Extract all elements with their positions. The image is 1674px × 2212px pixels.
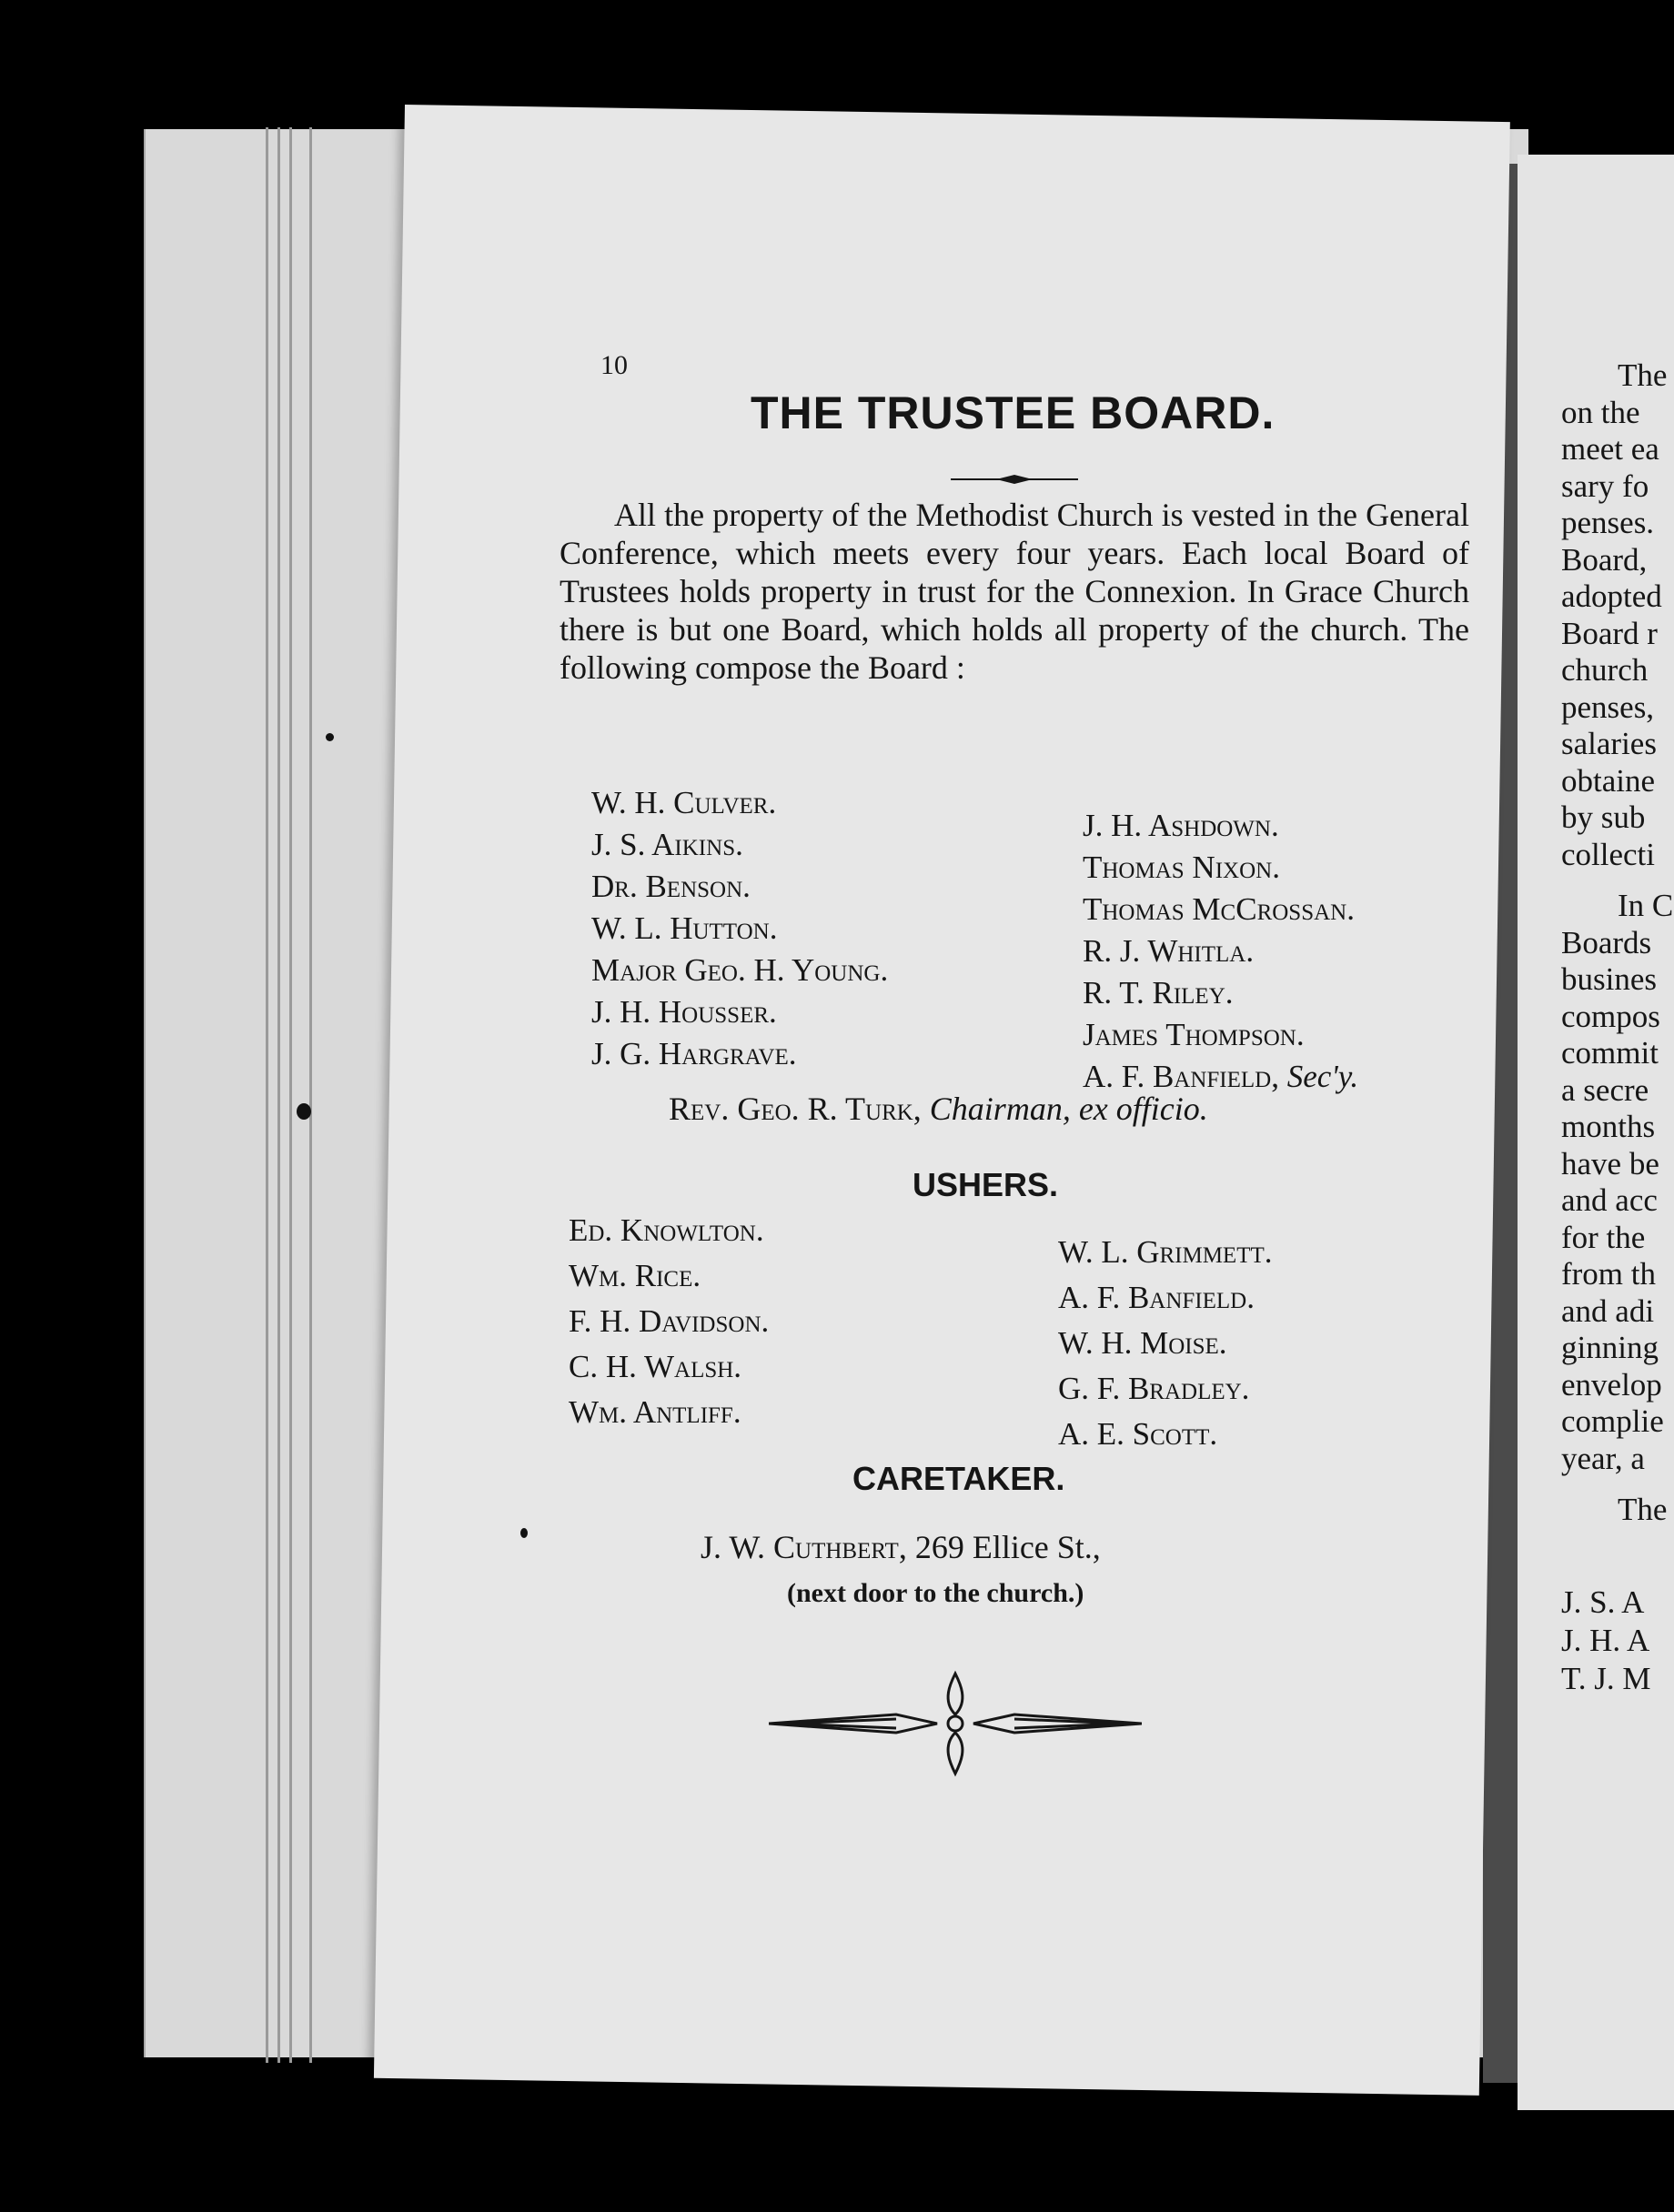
facing-page-line: for the — [1561, 1219, 1646, 1255]
page-number: 10 — [600, 350, 628, 380]
facing-page-line: collecti — [1561, 836, 1656, 872]
facing-page-line: a secre — [1561, 1071, 1649, 1108]
chairman-role: Chairman, ex officio. — [929, 1091, 1208, 1127]
intro-paragraph: All the property of the Methodist Church is vested in the General Conference, which meets every four years. Each local Board of Trustees holds property in trust for the Connexion. In Grace Church there is but one Board, which holds all property of the church. The following compose the Board : — [560, 497, 1469, 686]
chairman-name: Rev. Geo. R. Turk, — [669, 1091, 922, 1127]
usher-name: F. H. Davidson. — [569, 1303, 770, 1339]
facing-page-line: J. H. A — [1561, 1623, 1650, 1658]
trustee-name: Major Geo. H. Young. — [591, 952, 889, 988]
facing-page-line: compos — [1561, 998, 1660, 1034]
caretaker-address: 269 Ellice St., — [906, 1529, 1101, 1565]
trustee-name: R. T. Riley. — [1083, 975, 1234, 1010]
usher-name: C. H. Walsh. — [569, 1349, 742, 1384]
trustee-name: Thomas Nixon. — [1083, 850, 1280, 885]
page-edge — [266, 127, 268, 2063]
usher-name: W. L. Grimmett. — [1058, 1234, 1273, 1270]
trustee-name: J. G. Hargrave. — [591, 1036, 797, 1071]
usher-name: A. E. Scott. — [1058, 1416, 1218, 1452]
usher-name: W. H. Moise. — [1058, 1325, 1227, 1361]
facing-page-line: obtaine — [1561, 762, 1656, 799]
facing-page-line: months — [1561, 1109, 1656, 1144]
facing-page-line: have be — [1561, 1145, 1659, 1181]
facing-page-line: The — [1618, 1492, 1668, 1527]
caretaker-line — [701, 1528, 1101, 1566]
caretaker-note: (next door to the church.) — [787, 1578, 1084, 1608]
facing-page-line: envelop — [1561, 1366, 1662, 1403]
facing-page-line: year, a — [1561, 1440, 1645, 1476]
trustee-name: W. L. Hutton. — [591, 910, 778, 946]
facing-page-line: adopted — [1561, 578, 1662, 614]
usher-name: A. F. Banfield. — [1058, 1280, 1255, 1315]
ushers-heading: USHERS. — [913, 1166, 1059, 1203]
secretary-name: A. F. Banfield, — [1083, 1059, 1279, 1094]
facing-page — [1518, 155, 1674, 2110]
facing-page-line: meet ea — [1561, 431, 1659, 467]
facing-page-line: and acc — [1561, 1182, 1658, 1218]
caretaker-heading: CARETAKER. — [852, 1460, 1065, 1497]
facing-page-line: commit — [1561, 1035, 1659, 1071]
ushers-right-column — [1058, 1230, 1273, 1457]
page-edge — [289, 127, 292, 2063]
dust-speck — [326, 733, 334, 741]
tailpiece-ornament — [769, 1669, 1142, 1778]
usher-name: G. F. Bradley. — [1058, 1371, 1250, 1406]
trustee-name: Thomas McCrossan. — [1083, 891, 1355, 927]
trustees-right-column — [1083, 805, 1358, 1098]
trustee-name: W. H. Culver. — [591, 785, 777, 820]
facing-page-line: and adi — [1561, 1292, 1655, 1329]
facing-page-line: busines — [1561, 961, 1657, 997]
usher-name: Wm. Rice. — [569, 1258, 701, 1293]
trustee-name: R. J. Whitla. — [1083, 933, 1255, 969]
trustee-name: J. S. Aikins. — [591, 827, 743, 862]
facing-page-line: sary fo — [1561, 468, 1649, 504]
page-edge — [277, 127, 280, 2063]
facing-page-line: church — [1561, 652, 1649, 688]
dust-speck — [520, 1528, 528, 1538]
trustee-name: Dr. Benson. — [591, 869, 751, 904]
ushers-left-column — [569, 1208, 769, 1435]
trustees-left-column — [591, 782, 888, 1075]
facing-page-line: Boards — [1561, 924, 1652, 960]
facing-page-line: from th — [1561, 1256, 1657, 1292]
caretaker-name: J. W. Cuthbert, — [701, 1529, 907, 1565]
facing-page-line: J. S. A — [1561, 1584, 1645, 1620]
facing-page-line: Board r — [1561, 615, 1658, 651]
facing-page-line: Board, — [1561, 541, 1648, 578]
usher-name: Ed. Knowlton. — [569, 1212, 764, 1248]
facing-page-line: penses. — [1561, 505, 1655, 540]
facing-page-line: T. J. M — [1561, 1661, 1651, 1696]
facing-page-line: The — [1618, 357, 1668, 393]
facing-page-line: salaries — [1561, 726, 1657, 761]
facing-page-line: In C — [1618, 888, 1674, 923]
chairman-line — [669, 1090, 1208, 1128]
facing-page-line: by sub — [1561, 799, 1646, 835]
facing-page-line: complie — [1561, 1403, 1664, 1439]
secretary-role: Sec'y. — [1286, 1059, 1359, 1094]
usher-name: Wm. Antliff. — [569, 1394, 741, 1430]
title-rule-ornament — [951, 473, 1078, 486]
facing-page-line: penses, — [1561, 689, 1655, 725]
page-title: THE TRUSTEE BOARD. — [751, 387, 1276, 438]
trustee-name: J. H. Ashdown. — [1083, 808, 1279, 843]
page-edge — [309, 127, 312, 2063]
facing-page-line: on the — [1561, 394, 1640, 430]
dust-speck — [297, 1103, 311, 1120]
facing-page-line: ginning — [1561, 1330, 1659, 1365]
trustee-name: J. H. Housser. — [591, 994, 777, 1030]
trustee-name: James Thompson. — [1083, 1017, 1305, 1052]
